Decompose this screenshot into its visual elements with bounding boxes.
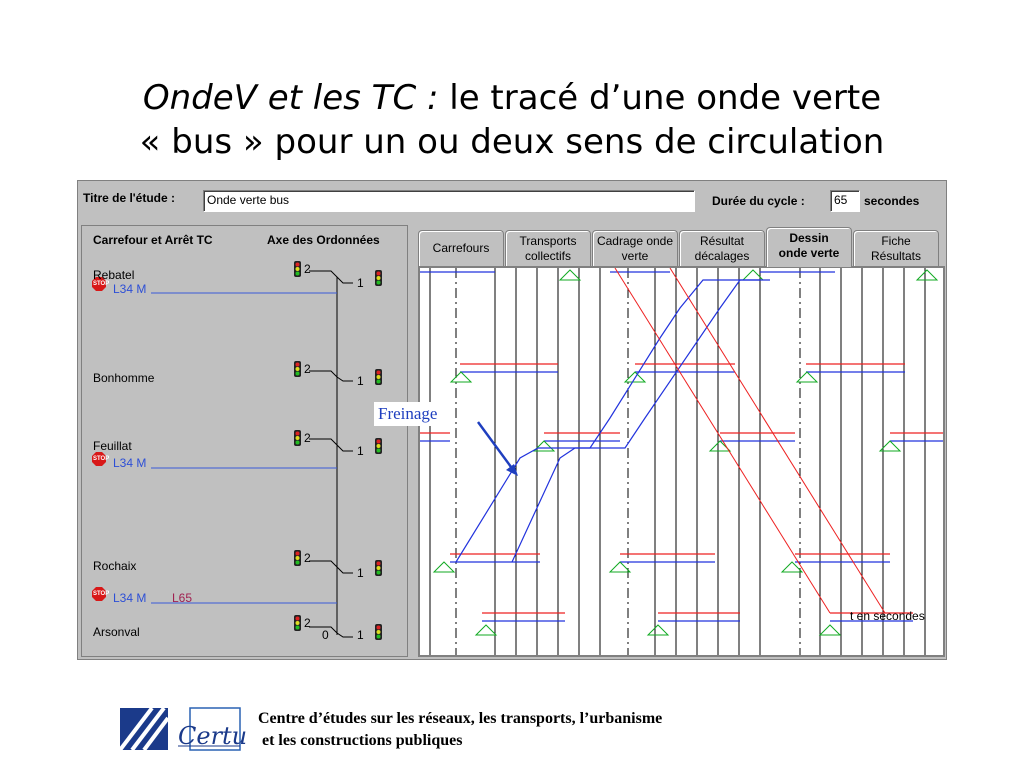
ordinate-right: 1 [357,276,364,290]
stop-label: STOP [93,281,110,287]
tab-cadrage-onde-verte[interactable] [592,230,678,266]
intersections-panel [81,225,408,657]
tab-label: Fiche [881,234,911,248]
green-wave-diagram [420,268,943,655]
cycle-label: Durée du cycle : [712,194,805,208]
footer-org-name [258,708,662,752]
tab-resultat-decalages[interactable] [679,230,765,266]
time-grid [430,268,925,655]
cycle-unit: secondes [864,194,920,208]
intersection-name: Rochaix [93,559,137,573]
slide-title-rest: le tracé d’une onde verte [438,78,882,118]
tc-line-label[interactable]: L34 M [113,456,147,470]
tab-dessin-onde-verte[interactable] [766,227,852,267]
tab-label: Transports [519,234,577,248]
left-header-axe: Axe des Ordonnées [267,233,380,247]
intersection-name: Feuillat [93,439,132,453]
study-title-label: Titre de l'étude : [83,191,175,205]
left-header-carrefour: Carrefour et Arrêt TC [93,233,213,247]
tab-label: Cadrage onde [596,234,674,248]
ordinate-left: 2 [304,362,311,376]
tab-label: Résultats [870,249,922,263]
ondev-window [77,180,947,660]
ordinate-zero: 0 [322,628,329,642]
tab-carrefours[interactable] [418,230,504,266]
ordinate-right: 1 [357,374,364,388]
stop-label: STOP [93,591,110,597]
tab-label: Résultat [699,234,745,248]
slide-title [0,76,1024,164]
tab-label: Dessin [789,231,829,245]
tab-label: collectifs [524,249,571,263]
bus-trajectories [456,280,770,562]
tc-line-label-2[interactable]: L65 [172,591,193,605]
ordinate-right: 1 [357,628,364,642]
intersection-name: Arsonval [93,625,140,639]
tc-line-label[interactable]: L34 M [113,591,147,605]
stop-label: STOP [93,456,110,462]
tab-fiche-resultats[interactable] [853,230,939,266]
slide-title-italic: OndeV et les TC : [142,78,439,118]
green-bands [420,268,943,621]
intersection-name: Rebatel [93,268,135,282]
freinage-callout: Freinage [374,402,441,426]
footer-line-2: et les constructions publiques [262,732,463,749]
tab-label: Carrefours [432,241,490,255]
time-axis-note: t en secondes [850,609,925,623]
green-wave-canvas[interactable] [418,266,945,657]
footer-line-1: Centre d’études sur les réseaux, les transports, l’urbanisme [258,710,663,727]
tc-line-label[interactable]: L34 M [113,282,147,296]
ordinate-left: 2 [304,616,311,630]
certu-logo [118,700,268,760]
tab-label: onde verte [778,246,840,260]
cycle-input[interactable]: 65 [830,190,860,212]
tab-label: verte [621,249,649,263]
traffic-light-icons [294,261,382,640]
ordinate-left: 2 [304,551,311,565]
study-title-input[interactable]: Onde verte bus [203,190,695,212]
intersection-name: Bonhomme [93,371,155,385]
ordinate-right: 1 [357,566,364,580]
tab-label: décalages [694,249,750,263]
ordinate-left: 2 [304,431,311,445]
certu-logo-text: Certu [178,722,248,750]
cycle-markers [456,268,800,655]
ordinate-right: 1 [357,444,364,458]
ordinate-left: 2 [304,262,311,276]
tab-transports-collectifs[interactable] [505,230,591,266]
slide-title-line2: « bus » pour un ou deux sens de circulation [139,122,885,162]
